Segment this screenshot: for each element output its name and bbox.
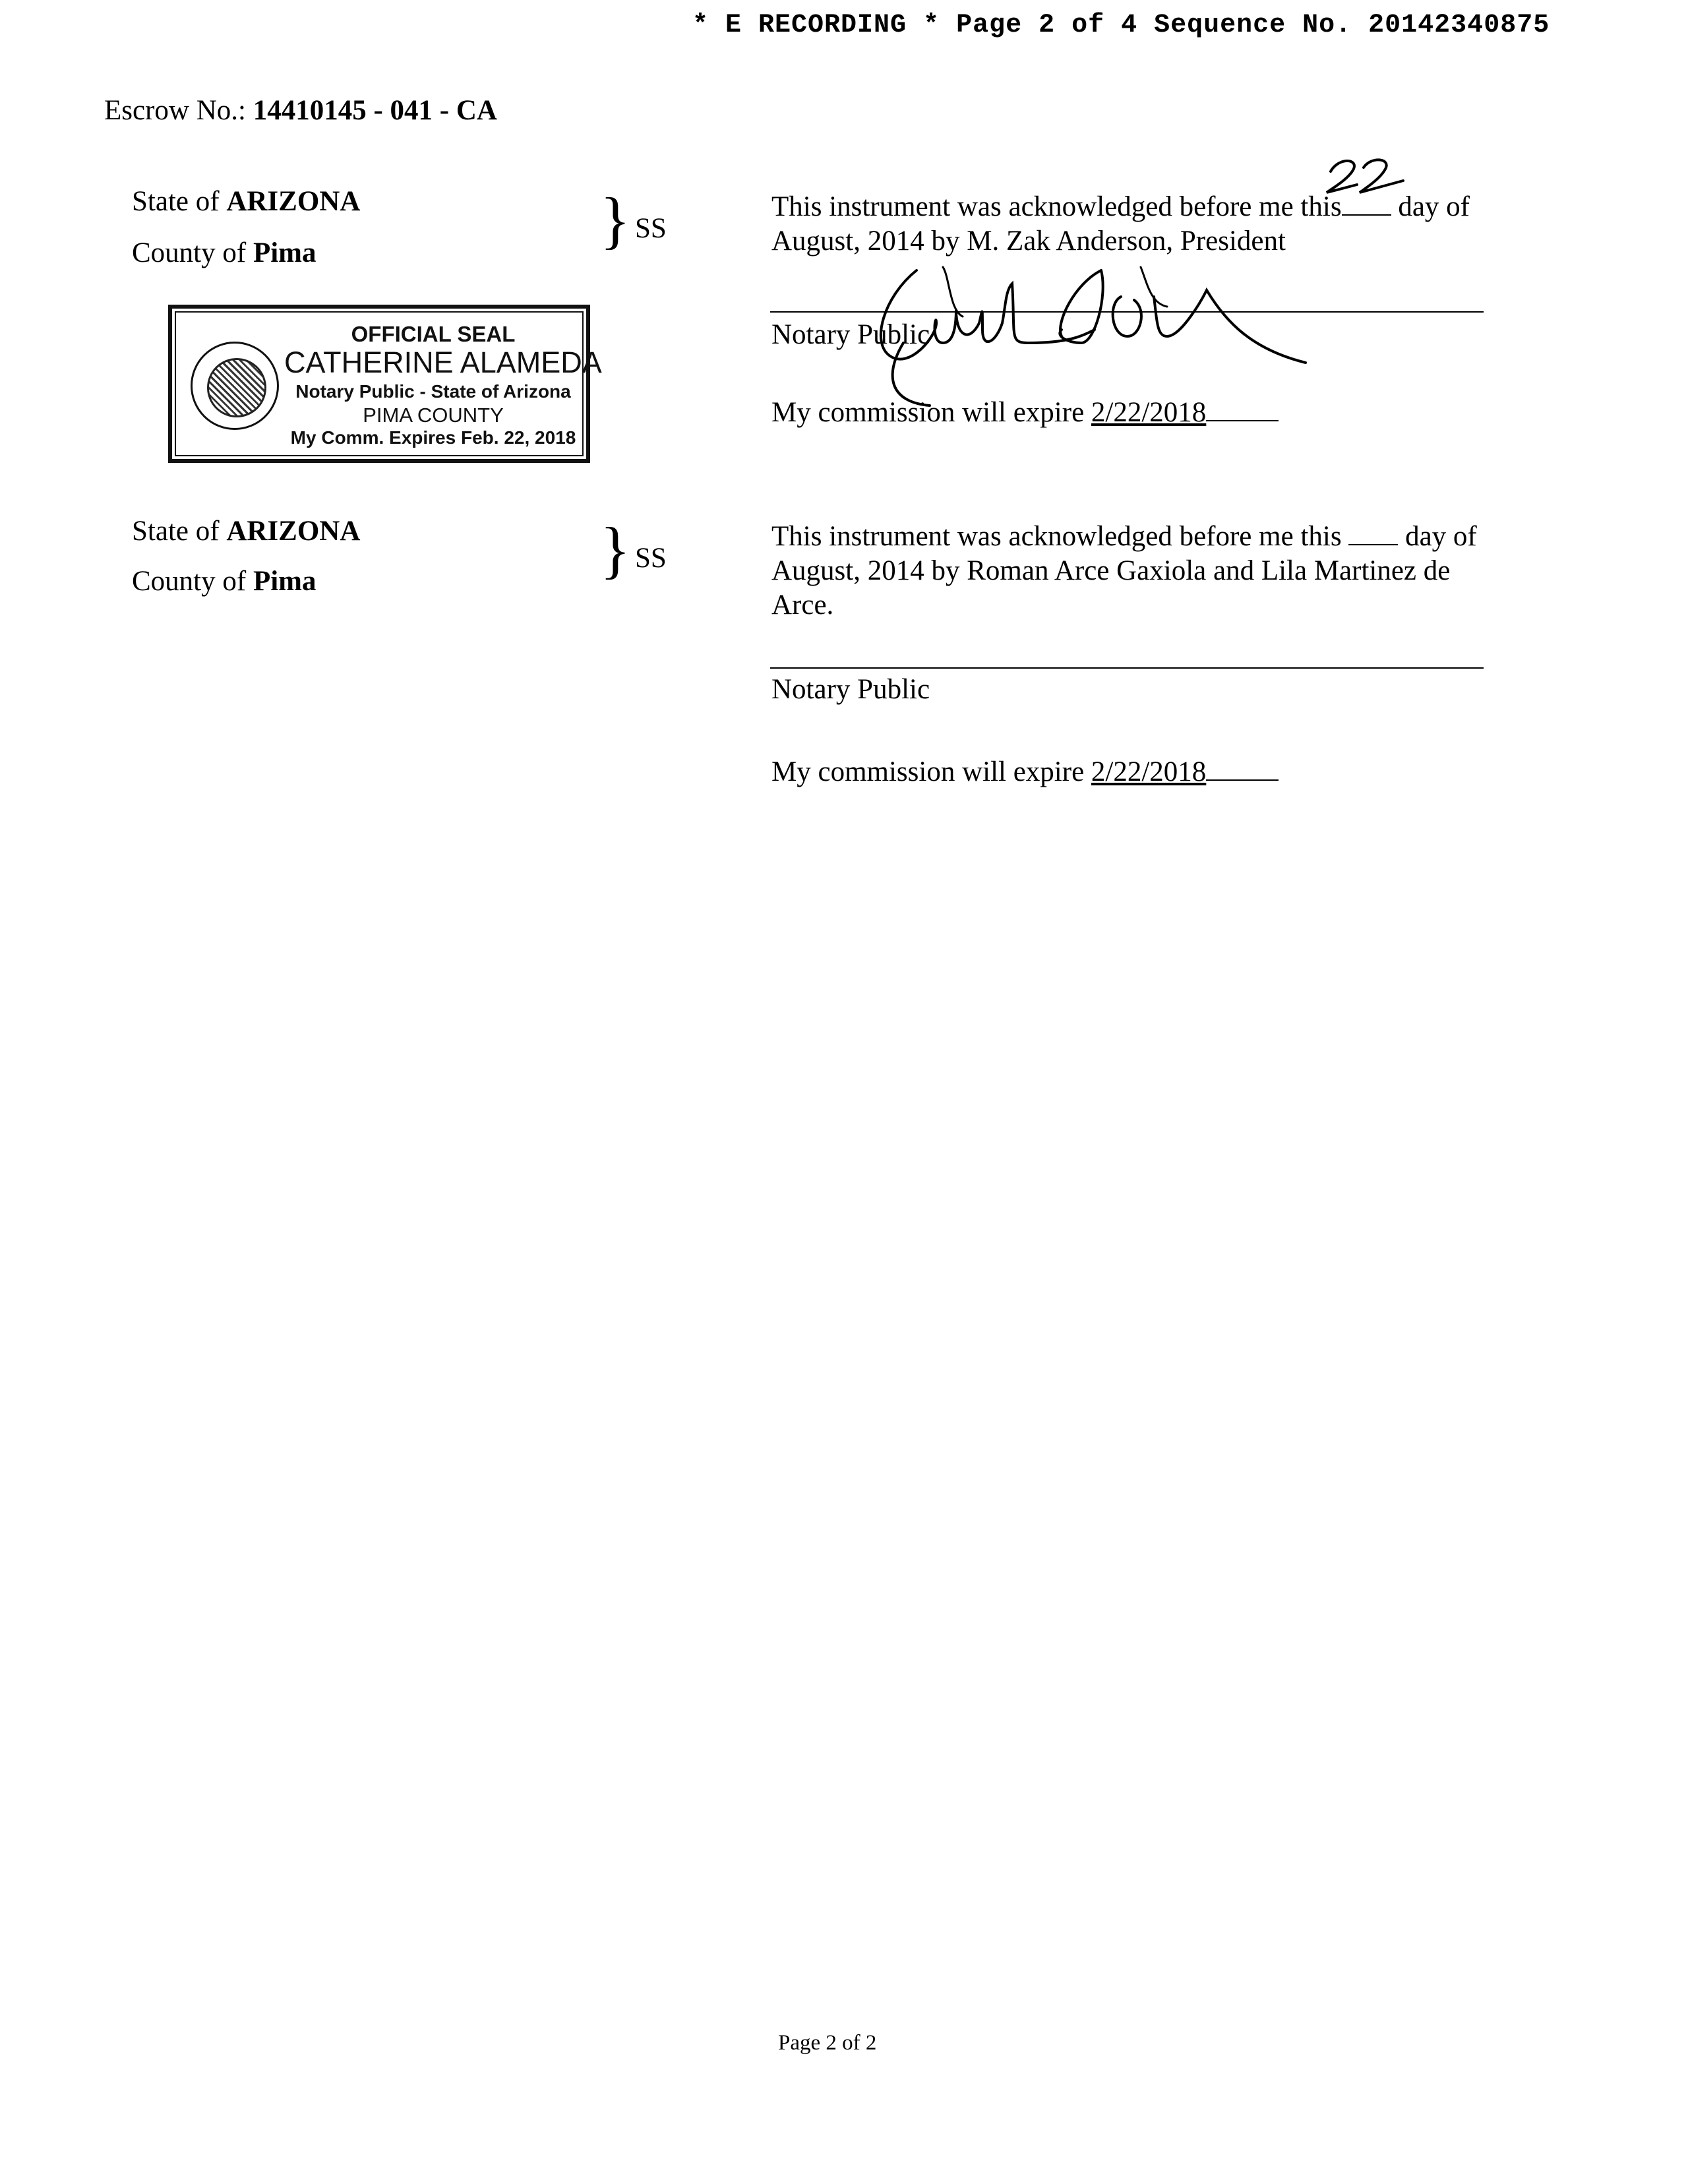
notary-label-1: Notary Public xyxy=(771,319,930,350)
page-footer: Page 2 of 2 xyxy=(778,2031,877,2055)
county-label-1: County of xyxy=(132,237,247,268)
seal-line-1: OFFICIAL SEAL xyxy=(351,322,516,346)
state-value-2: ARIZONA xyxy=(226,516,361,547)
notary-seal-stamp xyxy=(168,305,602,463)
state-line-2 xyxy=(132,514,360,549)
county-line-2 xyxy=(132,564,316,599)
recording-header: * E RECORDING * Page 2 of 4 Sequence No. 20142340875 xyxy=(692,11,1550,40)
state-value-1: ARIZONA xyxy=(226,186,361,217)
notary-label-2: Notary Public xyxy=(771,674,930,705)
seal-line-3: Notary Public - State of Arizona xyxy=(295,381,571,402)
ss-label-2: SS xyxy=(635,543,667,574)
state-line-1 xyxy=(132,185,360,219)
commission-trail-2 xyxy=(1206,757,1279,781)
ack-text-1: This instrument was acknowledged before me this xyxy=(771,191,1342,222)
ack-text-2: This instrument was acknowledged before me this xyxy=(771,521,1342,552)
county-value-2: Pima xyxy=(253,566,316,597)
ack-day-suffix-2: day of xyxy=(1405,521,1477,552)
commission-label-2: My commission will expire xyxy=(771,756,1085,787)
signature-rule-2 xyxy=(770,667,1484,669)
ack-line3-2: Arce. xyxy=(771,590,834,621)
commission-label-1: My commission will expire xyxy=(771,397,1085,428)
ack-day-suffix-1: day of xyxy=(1398,191,1470,222)
county-label-2: County of xyxy=(132,566,247,597)
seal-line-2: CATHERINE ALAMEDA xyxy=(284,346,602,379)
commission-date-1: 2/22/2018 xyxy=(1091,397,1207,428)
seal-line-5: My Comm. Expires Feb. 22, 2018 xyxy=(290,427,576,448)
ack-day-blank-2 xyxy=(1348,522,1398,545)
handwritten-day xyxy=(1319,152,1418,204)
ack-line2-2: August, 2014 by Roman Arce Gaxiola and Lila Martinez de xyxy=(771,555,1451,586)
state-label-1: State of xyxy=(132,186,220,217)
county-line-1 xyxy=(132,236,316,270)
county-value-1: Pima xyxy=(253,237,316,268)
escrow-line xyxy=(104,94,497,128)
commission-date-2: 2/22/2018 xyxy=(1091,756,1207,787)
seal-line-4: PIMA COUNTY xyxy=(363,404,504,427)
brace-1: } xyxy=(600,185,631,255)
state-label-2: State of xyxy=(132,516,220,547)
escrow-number: 14410145 - 041 - CA xyxy=(253,95,497,126)
ack-line2-1: August, 2014 by M. Zak Anderson, President xyxy=(771,226,1286,257)
brace-2: } xyxy=(600,514,631,585)
escrow-label: Escrow No.: xyxy=(104,95,246,126)
ack-paragraph-2 xyxy=(771,520,1503,622)
state-seal-emblem xyxy=(191,342,279,430)
commission-line-2 xyxy=(771,755,1279,789)
notary-signature xyxy=(857,244,1332,422)
ss-label-1: SS xyxy=(635,213,667,244)
